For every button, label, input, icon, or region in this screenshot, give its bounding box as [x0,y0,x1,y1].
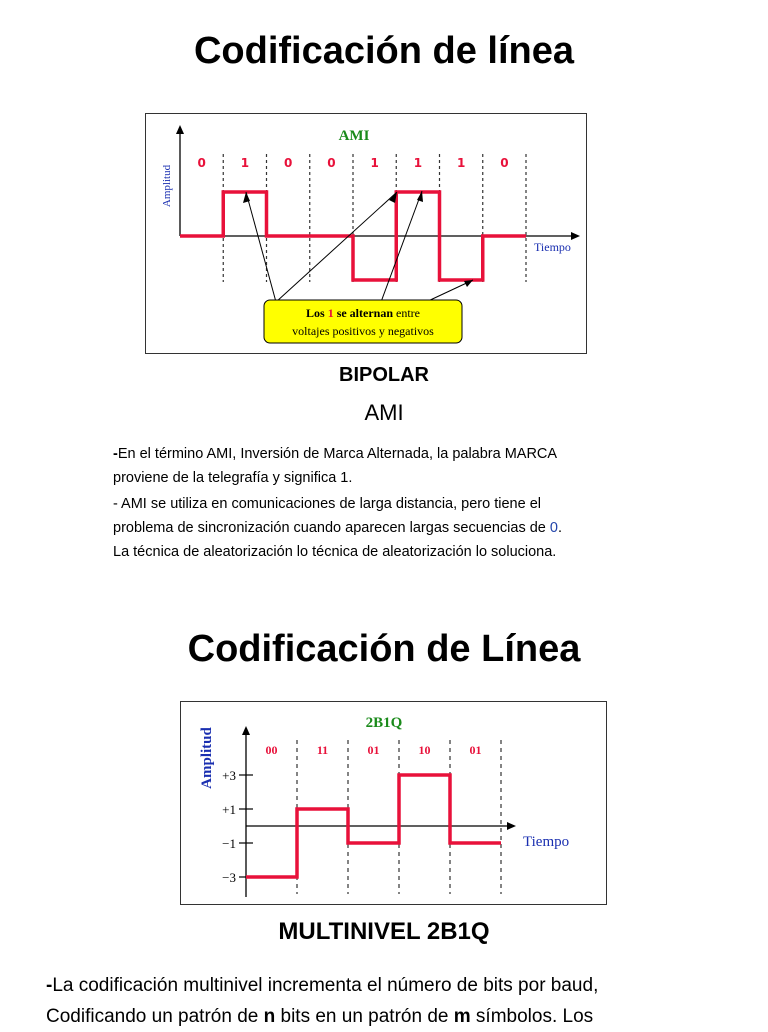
slide2-title: Codificación de Línea [187,628,581,670]
2b1q-symbol-label: 10 [418,743,431,757]
2b1q-figure [180,701,607,905]
ami-bit-label: 0 [283,156,293,170]
2b1q-y-arrow [242,726,250,735]
ami-subheading: AMI [364,400,404,425]
ami-bit-label: 1 [370,156,379,170]
2b1q-x-arrow [507,822,516,830]
ami-figure [145,113,587,354]
2b1q-symbol-label: 11 [316,743,329,757]
2b1q-description [46,970,746,1032]
ami-y-label: Amplitud [161,164,173,208]
ami-x-arrow [571,232,580,240]
2b1q-symbol-label: 00 [265,743,278,757]
ami-desc-line5: La técnica de aleatorización lo técnica de aleatorización lo soluciona. [113,544,557,560]
ami-bit-label: 1 [413,156,423,170]
bipolar-heading: BIPOLAR [339,364,429,386]
ami-bit-label: 0 [500,156,509,170]
2b1q-symbol-label: 01 [367,743,380,757]
ami-desc-line2: proviene de la telegrafía y significa 1. [113,470,353,486]
2b1q-symbol-label: 01 [469,743,482,757]
callout-line1: Los 1 se alternan entre [306,306,420,320]
ami-desc-line3: - AMI se utiliza en comunicaciones de larga distancia, pero tiene el [113,496,541,512]
ami-bit-label: 1 [456,156,466,170]
multinivel-heading: MULTINIVEL 2B1Q [278,918,490,945]
2b1q-x-label: Tiempo [523,834,570,850]
ami-diagram [146,114,588,355]
2b1q-y-tick-label: +1 [222,802,236,817]
2b1q-figure-title: 2B1Q [365,715,403,731]
ami-figure-title: AMI [338,128,370,144]
2b1q-diagram [181,702,608,906]
ami-y-arrow [176,125,184,134]
ami-bit-label: 0 [197,156,206,170]
ami-desc-line4: problema de sincronización cuando aparecen largas secuencias de 0. [113,520,562,536]
ami-x-label: Tiempo [534,240,571,254]
ami-bit-label: 0 [327,156,336,170]
ami-desc-line1: -En el término AMI, Inversión de Marca Alternada, la palabra MARCA [113,446,558,462]
2b1q-y-label: Amplitud [199,727,215,789]
callout-line2: voltajes positivos y negativos [292,324,434,338]
slide1-title: Codificación de línea [193,30,575,72]
2b1q-desc-line2: Codificando un patrón de n bits en un patrón de m símbolos. Los [46,1006,594,1027]
ami-bit-label: 1 [240,156,250,170]
ami-description [113,442,733,564]
2b1q-y-tick-label: +3 [222,768,236,783]
2b1q-desc-line1: -La codificación multinivel incrementa el número de bits por baud, [46,975,599,996]
2b1q-y-tick-label: −3 [222,870,236,885]
2b1q-y-tick-label: −1 [222,836,236,851]
